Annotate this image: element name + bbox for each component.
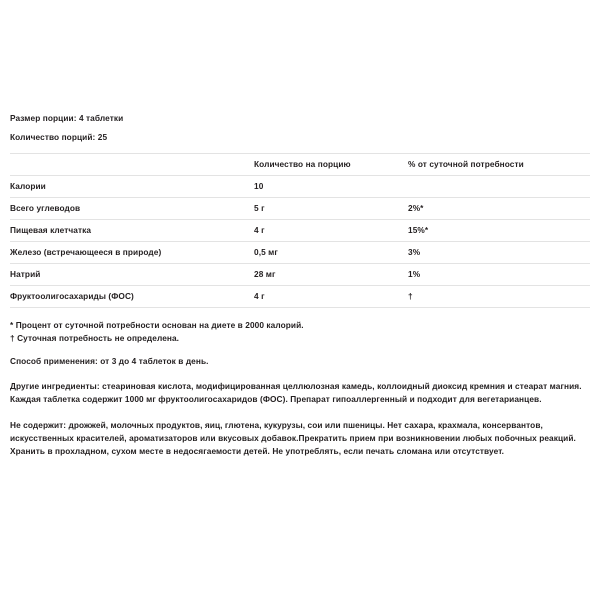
- nutrient-name: Железо (встречающееся в природе): [10, 242, 254, 264]
- nutrient-name: Калории: [10, 176, 254, 198]
- table-row: [10, 198, 590, 220]
- serving-info: [0, 113, 600, 143]
- nutrient-daily-value: 2%*: [408, 198, 590, 220]
- column-header-amount-per-serving: Количество на порцию: [254, 154, 408, 176]
- column-header-percent-daily-value: % от суточной потребности: [408, 154, 590, 176]
- footnotes: [0, 319, 600, 344]
- supplement-facts-panel: [0, 113, 600, 457]
- table-header: [10, 154, 590, 176]
- directions-block: [0, 355, 600, 367]
- table-row: [10, 176, 590, 198]
- table-body: [10, 176, 590, 308]
- warnings-text: Не содержит: дрожжей, молочных продуктов, яиц, глютена, кукурузы, сои или пшеницы. Нет сахара, крахмала, консервантов, искусственных красителей, ароматизаторов или вкусовых добавок.Прекратить прием при возникновении любых побочных реакций. Хранить в прохладном, сухом месте в недосягаемости детей. Не употреблять, если печать сломана или отсутствует.: [10, 419, 576, 456]
- other-ingredients-block: [0, 380, 600, 406]
- column-header-nutrient: [10, 154, 254, 176]
- warnings-block: [0, 419, 600, 458]
- nutrient-daily-value: 3%: [408, 242, 590, 264]
- table-row: [10, 286, 590, 308]
- nutrient-name: Пищевая клетчатка: [10, 220, 254, 242]
- nutrient-amount: 10: [254, 176, 408, 198]
- nutrient-daily-value: 15%*: [408, 220, 590, 242]
- servings-per-container: Количество порций: 25: [10, 132, 108, 143]
- footnote-daily-value-not-established: † Суточная потребность не определена.: [10, 332, 180, 343]
- table-row: [10, 264, 590, 286]
- nutrient-amount: 5 г: [254, 198, 408, 220]
- nutrient-name: Всего углеводов: [10, 198, 254, 220]
- nutrient-daily-value: 1%: [408, 264, 590, 286]
- serving-size: Размер порции: 4 таблетки: [10, 113, 124, 123]
- nutrient-amount: 4 г: [254, 286, 408, 308]
- nutrient-amount: 0,5 мг: [254, 242, 408, 264]
- nutrition-facts-table: [10, 153, 590, 308]
- nutrient-daily-value: †: [408, 286, 590, 308]
- other-ingredients-text: Другие ингредиенты: стеариновая кислота, модифицированная целлюлозная камедь, коллоидный диоксид кремния и стеарат магния. Каждая таблетка содержит 1000 мг фруктоолигосахаридов (ФОС). Препарат гипоаллергенный и подходит для вегетарианцев.: [10, 381, 582, 405]
- table-header-row: [10, 154, 590, 176]
- nutrient-amount: 28 мг: [254, 264, 408, 286]
- directions-text: Способ применения: от 3 до 4 таблеток в день.: [10, 355, 209, 366]
- nutrient-name: Натрий: [10, 264, 254, 286]
- nutrient-amount: 4 г: [254, 220, 408, 242]
- table-row: [10, 220, 590, 242]
- footnote-daily-value-basis: * Процент от суточной потребности основан на диете в 2000 калорий.: [10, 320, 304, 331]
- table-row: [10, 242, 590, 264]
- nutrient-daily-value: [408, 176, 590, 198]
- nutrient-name: Фруктоолигосахариды (ФОС): [10, 286, 254, 308]
